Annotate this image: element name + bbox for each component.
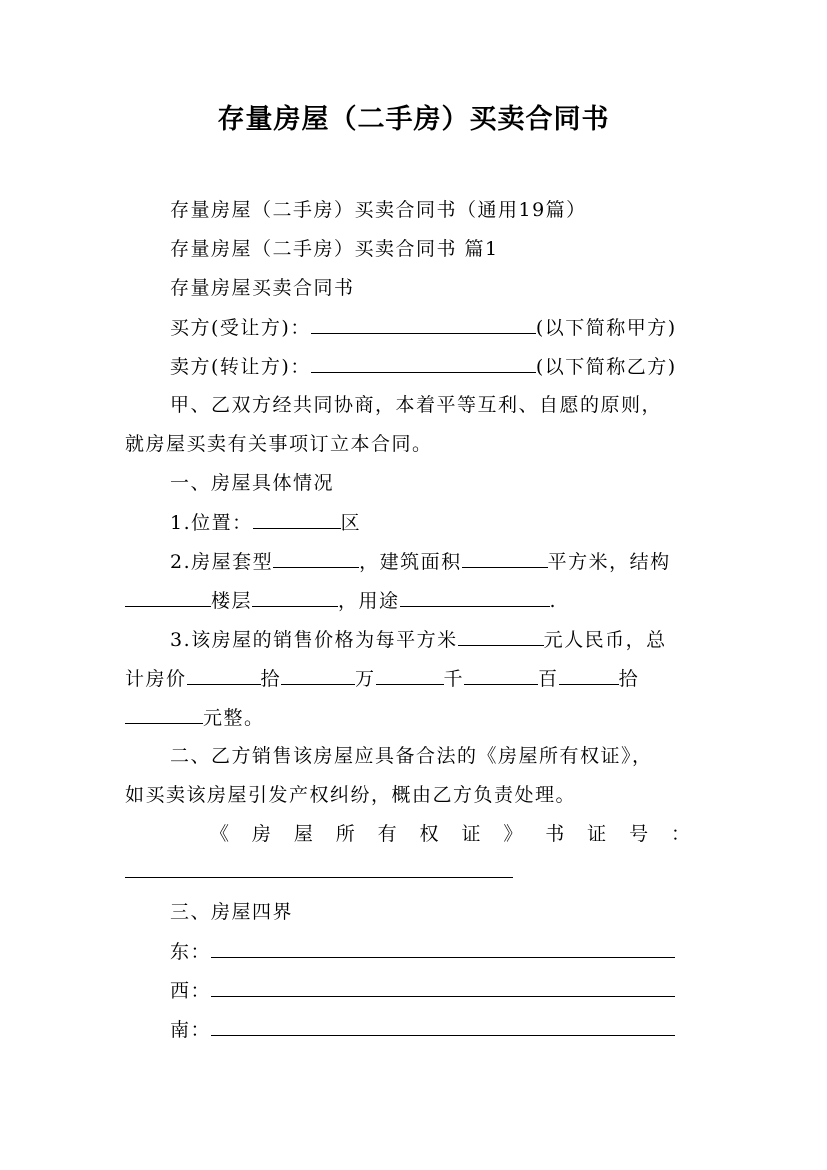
area-blank (462, 547, 548, 568)
cert-char: 号 (629, 823, 649, 845)
usage-blank (400, 586, 550, 607)
paragraph-1-line-a: 甲、乙双方经共同协商，本着平等互利、自愿的原则， (170, 394, 663, 416)
seller-label: 卖方(转让方)： (170, 356, 311, 378)
total-blank-1 (187, 664, 261, 685)
item-1-suffix: 区 (340, 512, 362, 534)
item-2-prefix: 2.房屋套型 (170, 551, 274, 573)
item-3-mid: 元人民币，总 (543, 629, 667, 651)
document-title: 存量房屋（二手房）买卖合同书 (217, 104, 610, 135)
section-2-line-b: 如买卖该房屋引发产权纠纷，概由乙方负责处理。 (125, 784, 577, 806)
item-1-location (170, 508, 705, 537)
paragraph-1-line-b: 就房屋买卖有关事项订立本合同。 (125, 433, 433, 455)
intro-line-3: 存量房屋买卖合同书 (170, 277, 355, 299)
total-blank-2 (281, 664, 355, 685)
cert-char: 有 (377, 823, 397, 845)
section-1-heading: 一、房屋具体情况 (170, 472, 335, 494)
seller-blank (311, 352, 536, 373)
intro-line-1: 存量房屋（二手房）买卖合同书（通用19篇） (170, 199, 587, 221)
total-blank-6 (125, 703, 203, 724)
cert-char: 书 (545, 823, 565, 845)
unit-price-blank (458, 625, 544, 646)
item-2-mid-2: 平方米，结构 (547, 551, 671, 573)
item-3b-shi: 拾 (260, 668, 282, 690)
east-blank (211, 937, 675, 958)
item-3-line-c (125, 703, 705, 732)
buyer-label: 买方(受让方)： (170, 317, 311, 339)
item-2-line-b (125, 586, 705, 615)
item-2b-end: . (549, 590, 558, 612)
boundary-south (170, 1015, 705, 1044)
cert-char: 《 (210, 823, 230, 845)
cert-char: ： (670, 823, 690, 845)
item-3-prefix: 3.该房屋的销售价格为每平方米 (170, 629, 458, 651)
total-blank-5 (559, 664, 619, 685)
seller-line (170, 352, 705, 381)
item-2-mid-1: ，建筑面积 (359, 551, 462, 573)
south-blank (211, 1015, 675, 1036)
item-1-prefix: 1.位置： (170, 512, 253, 534)
structure-blank (125, 586, 211, 607)
south-label: 南： (170, 1019, 212, 1041)
house-type-blank (273, 547, 359, 568)
item-2b-mid-1: 楼层 (211, 590, 253, 612)
item-3c-end: 元整。 (203, 707, 265, 729)
cert-char: 》 (503, 823, 523, 845)
boundary-west (170, 976, 705, 1005)
certificate-number-blank (125, 877, 513, 878)
buyer-line (170, 313, 705, 342)
certificate-number-line (210, 820, 690, 848)
cert-char: 屋 (293, 823, 313, 845)
item-2b-mid-2: ，用途 (338, 590, 400, 612)
cert-char: 证 (587, 823, 607, 845)
item-3-line-b (125, 664, 705, 693)
west-blank (211, 976, 675, 997)
item-2-line-a (170, 547, 705, 576)
item-3b-wan: 万 (355, 668, 376, 690)
seller-suffix: (以下简称乙方) (535, 356, 677, 378)
total-blank-4 (464, 664, 538, 685)
section-3-heading: 三、房屋四界 (170, 901, 294, 923)
item-3-line-a (170, 625, 705, 654)
item-3b-qian: 千 (443, 668, 465, 690)
boundary-east (170, 937, 705, 966)
buyer-suffix: (以下简称甲方) (535, 317, 677, 339)
west-label: 西： (170, 980, 212, 1002)
east-label: 东： (170, 941, 212, 963)
item-3b-shi-2: 拾 (618, 668, 640, 690)
buyer-blank (311, 313, 536, 334)
floor-blank (252, 586, 338, 607)
cert-char: 房 (251, 823, 271, 845)
location-blank (253, 508, 341, 529)
item-3b-bai: 百 (538, 668, 559, 690)
cert-char: 权 (419, 823, 439, 845)
intro-line-2: 存量房屋（二手房）买卖合同书 篇1 (170, 238, 499, 260)
total-blank-3 (376, 664, 444, 685)
cert-char: 证 (461, 823, 481, 845)
item-3b-prefix: 计房价 (125, 668, 187, 690)
cert-char: 所 (335, 823, 355, 845)
section-2-line-a: 二、乙方销售该房屋应具备合法的《房屋所有权证》， (170, 745, 653, 767)
